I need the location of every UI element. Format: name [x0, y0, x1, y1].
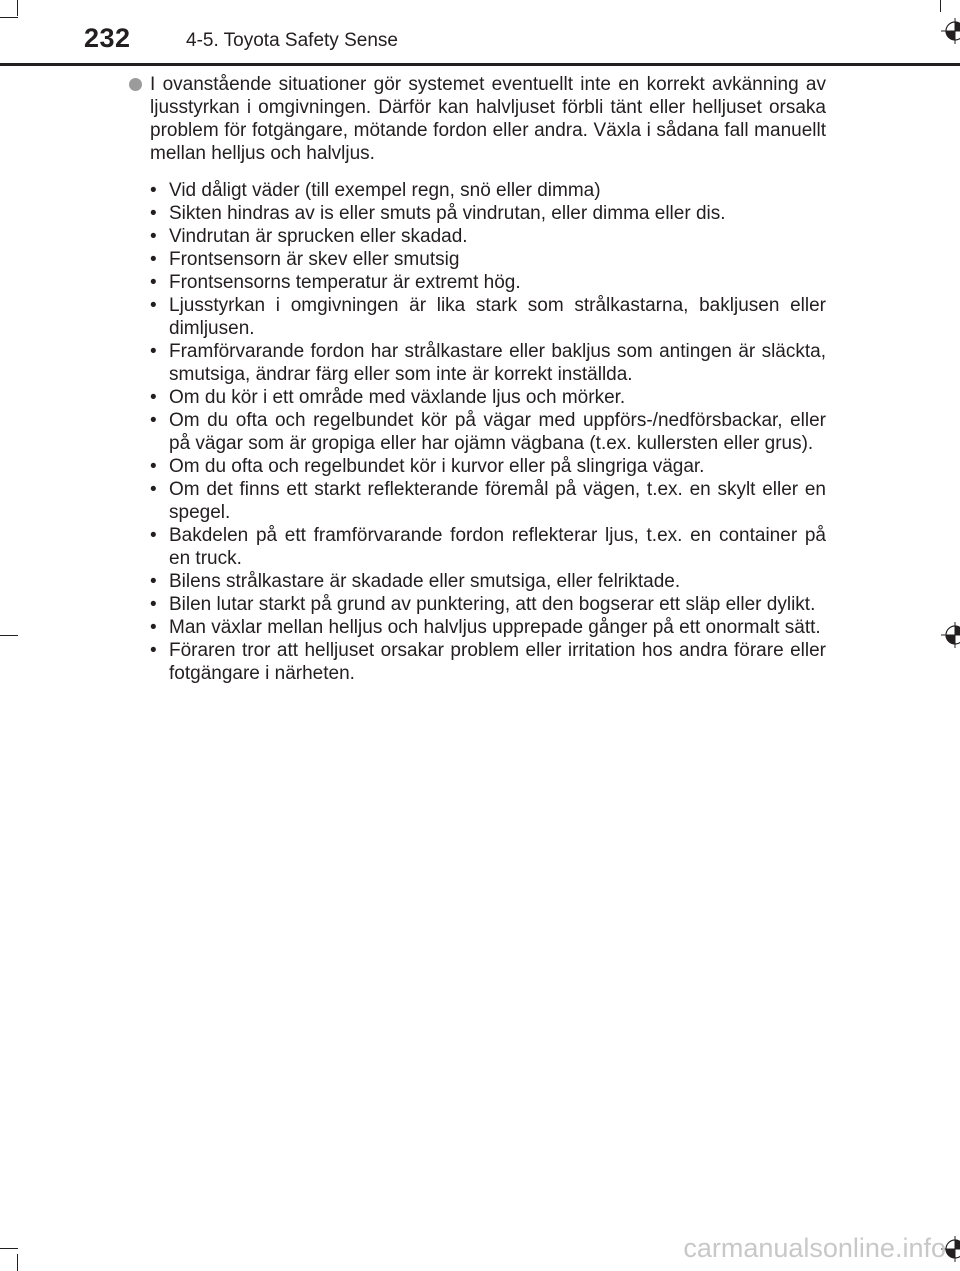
list-item: • Om du ofta och regelbundet kör i kurvor eller på slingriga vägar.	[150, 455, 826, 478]
watermark: carmanualsonline.info	[683, 1233, 946, 1263]
list-item: • Framförvarande fordon har strålkastare eller bakljus som antingen är släckta, smutsiga, ändrar färg eller som inte är korrekt inställda.	[150, 340, 826, 386]
round-bullet-icon	[129, 78, 142, 91]
section-title: 4-5. Toyota Safety Sense	[186, 30, 398, 51]
registration-mark-icon	[941, 18, 960, 44]
lead-paragraph-text: I ovanstående situationer gör systemet eventuellt inte en korrekt avkänning av ljusstyrkan i omgivningen. Därför kan halvljuset förbli tänt eller helljuset orsaka problem för fotgängare, mötande fordon eller andra. Växla i sådana fall manuellt mellan helljus och halvljus.	[150, 74, 826, 164]
list-item: • Sikten hindras av is eller smuts på vindrutan, eller dimma eller dis.	[150, 202, 826, 225]
conditions-list	[128, 179, 826, 685]
crop-mark	[0, 1248, 18, 1249]
crop-mark	[17, 0, 18, 16]
list-item: • Om du ofta och regelbundet kör på vägar med uppförs-/nedförsbackar, eller på vägar som är gropiga eller har ojämn vägbana (t.ex. kullersten eller grus).	[150, 409, 826, 455]
crop-mark	[0, 635, 18, 636]
list-item: • Föraren tror att helljuset orsakar problem eller irritation hos andra förare eller fotgängare i närheten.	[150, 639, 826, 685]
list-item: • Bilen lutar starkt på grund av punktering, att den bogserar ett släp eller dylikt.	[150, 593, 826, 616]
list-item: • Ljusstyrkan i omgivningen är lika stark som strålkastarna, bakljusen eller dimljusen.	[150, 294, 826, 340]
page-content	[128, 73, 826, 685]
list-item: • Bakdelen på ett framförvarande fordon reflekterar ljus, t.ex. en container på en truck.	[150, 524, 826, 570]
page-number: 232	[84, 23, 131, 53]
list-item: • Frontsensorns temperatur är extremt hög.	[150, 271, 826, 294]
list-item: • Bilens strålkastare är skadade eller smutsiga, eller felriktade.	[150, 570, 826, 593]
list-item: • Man växlar mellan helljus och halvljus upprepade gånger på ett onormalt sätt.	[150, 616, 826, 639]
registration-mark-icon	[941, 622, 960, 648]
list-item: • Vid dåligt väder (till exempel regn, snö eller dimma)	[150, 179, 826, 202]
list-item: • Vindrutan är sprucken eller skadad.	[150, 225, 826, 248]
list-item: • Om det finns ett starkt reflekterande föremål på vägen, t.ex. en skylt eller en spegel.	[150, 478, 826, 524]
list-item: • Om du kör i ett område med växlande ljus och mörker.	[150, 386, 826, 409]
list-item: • Frontsensorn är skev eller smutsig	[150, 248, 826, 271]
crop-mark	[17, 1254, 18, 1271]
header-rule	[0, 63, 960, 66]
lead-paragraph	[128, 73, 826, 165]
crop-mark	[940, 0, 941, 12]
crop-mark	[0, 17, 18, 18]
